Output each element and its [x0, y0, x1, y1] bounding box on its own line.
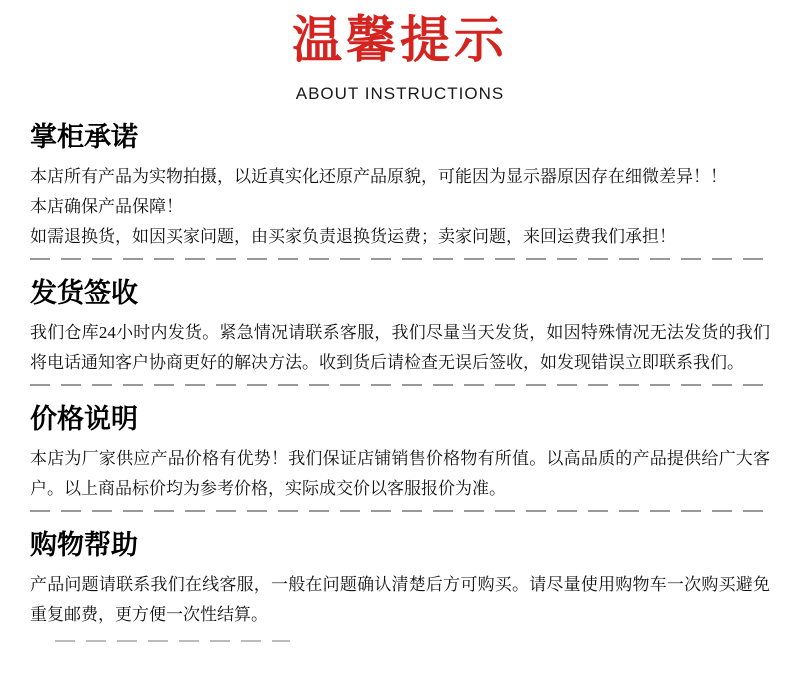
section-body-price-notes — [30, 444, 770, 504]
dashed-divider — [30, 510, 770, 512]
section-shopkeeper-promise — [0, 120, 800, 252]
section-heading-shopping-help: 购物帮助 — [30, 530, 138, 560]
page-subtitle: ABOUT INSTRUCTIONS — [295, 84, 505, 103]
section-shipping-receipt — [0, 276, 800, 378]
paragraph: 本店所有产品为实物拍摄，以近真实化还原产品原貌，可能因为显示器原因存在细微差异！！ — [30, 167, 727, 186]
dashed-divider — [30, 258, 770, 260]
section-shopping-help — [0, 528, 800, 630]
section-body-shopping-help — [30, 570, 770, 630]
paragraph: 产品问题请联系我们在线客服，一般在问题确认清楚后方可购买。请尽量使用购物车一次购买避免重复邮费，更方便一次性结算。 — [30, 575, 770, 624]
section-heading-shopkeeper-promise: 掌柜承诺 — [30, 122, 138, 152]
section-heading-price-notes: 价格说明 — [30, 404, 138, 434]
section-body-shipping-receipt — [30, 318, 770, 378]
section-price-notes — [0, 402, 800, 504]
page-header — [0, 12, 800, 104]
section-body-shopkeeper-promise — [30, 162, 770, 252]
paragraph: 本店为厂家供应产品价格有优势！我们保证店铺销售价格物有所值。以高品质的产品提供给广大客户。以上商品标价均为参考价格，实际成交价以客服报价为准。 — [30, 449, 770, 498]
paragraph: 我们仓库24小时内发货。紧急情况请联系客服，我们尽量当天发货，如因特殊情况无法发货的我们将电话通知客户协商更好的解决方法。收到货后请检查无误后签收，如发现错误立即联系我们。 — [30, 323, 770, 372]
paragraph: 本店确保产品保障！ — [30, 197, 183, 216]
section-heading-shipping-receipt: 发货签收 — [30, 278, 138, 308]
dashed-divider-partial — [55, 640, 290, 642]
page-title: 温馨提示 — [292, 12, 508, 68]
dashed-divider — [30, 384, 770, 386]
paragraph: 如需退换货，如因买家问题，由买家负责退换货运费；卖家问题，来回运费我们承担！ — [30, 227, 676, 246]
